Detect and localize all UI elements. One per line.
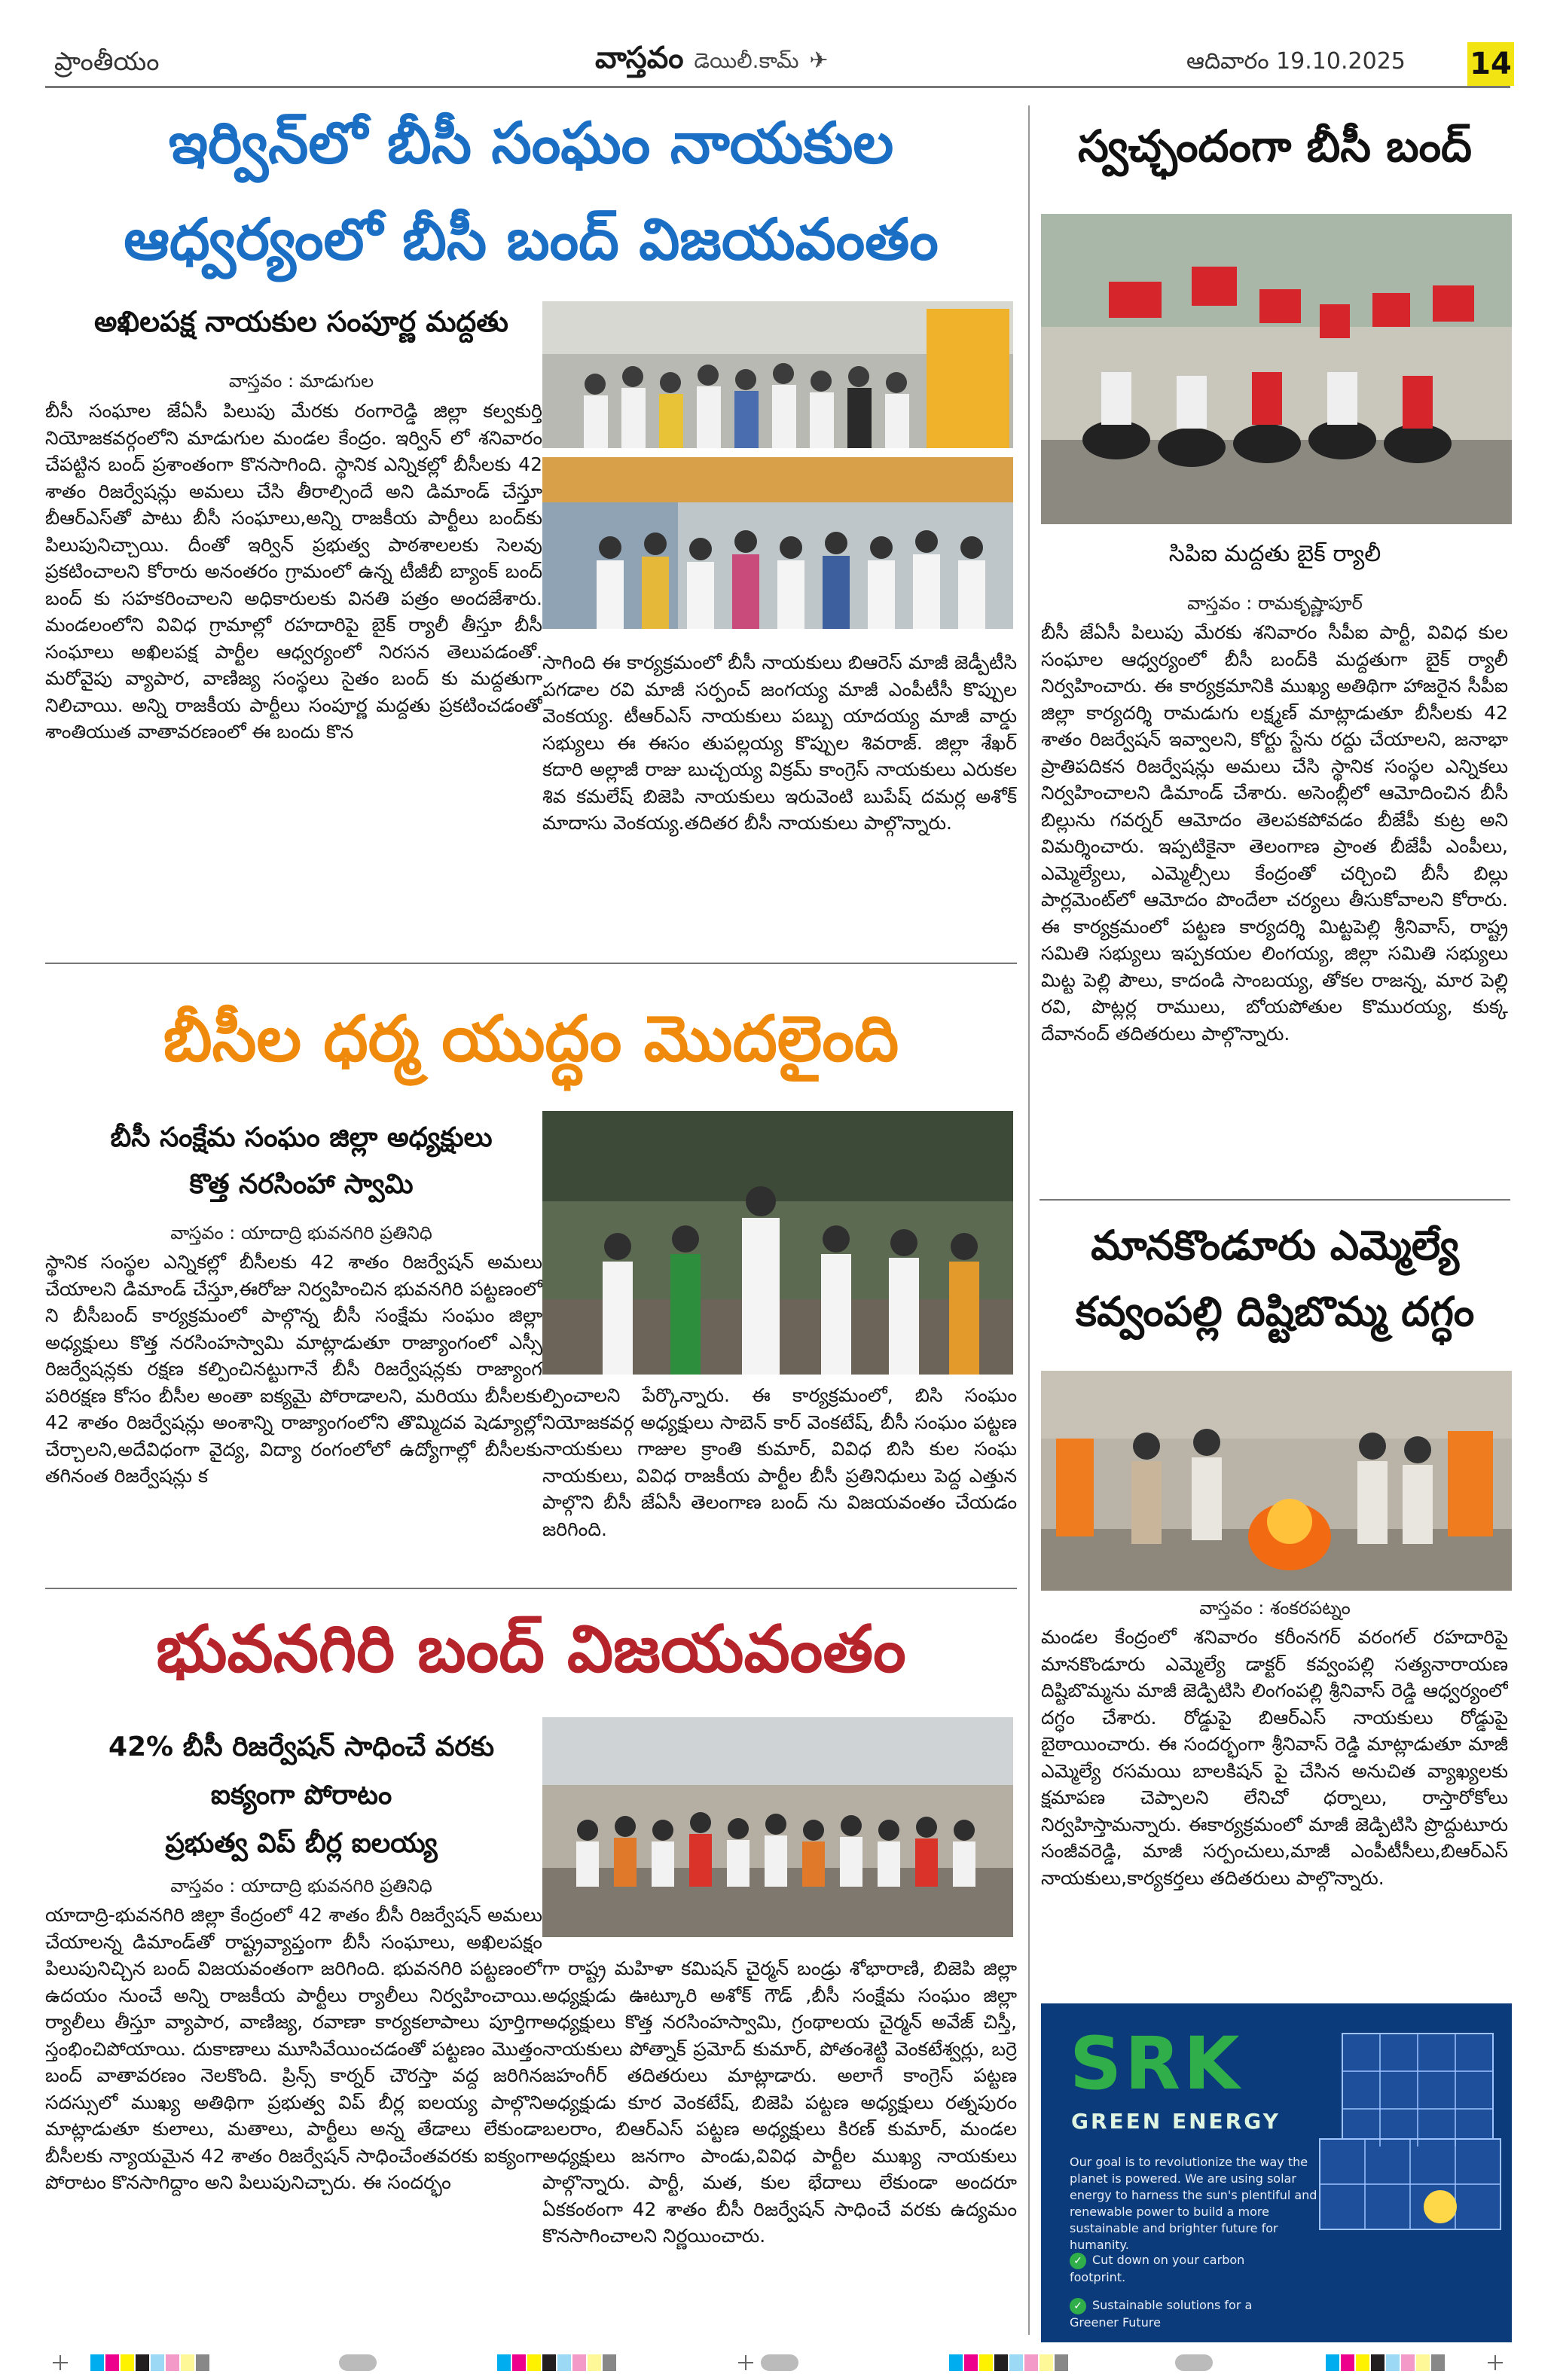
story1-subhead: అఖిలపక్ష నాయకుల సంపూర్ణ మద్దతు xyxy=(94,305,508,338)
story3-bottom-rule xyxy=(45,1588,1017,1589)
ad-point1: ✓ Cut down on your carbon footprint. xyxy=(1070,2253,1245,2284)
story3-subhead-line1: బీసీ సంక్షేమ సంఘం జిల్లా అధ్యక్షులు xyxy=(110,1122,493,1153)
header-rule xyxy=(45,86,1510,88)
story2-bottom-rule xyxy=(1040,1199,1510,1201)
story2-body: బీసీ జేఏసీ పిలుపు మేరకు శనివారం సీపీఐ పార్టీ, వివిధ కుల సంఘాల ఆధ్వర్యంలో బీసీ బంద్‌కి మద్దతుగా బైక్ ర్యాలీ నిర్వహించారు. ఈ కార్యక్రమానికి ముఖ్య అతిథిగా హాజరైన సీపీఐ జిల్లా కార్యదర్శి రామడుగు లక్ష్మణ్ మాట్లాడుతూ బీసీలకు 42 శాతం రిజర్వేషన్ ఇవ్వాలని, కోర్టు స్టేను రద్దు చేయాలని, జనాభా ప్రాతిపదికన రిజర్వేషన్లు అమలు చేసి స్థానిక సంస్థల ఎన్నికలు నిర్వహించాలని డిమాండ్ చేశారు. అసెంబ్లీలో ఆమోదించిన బీసీ బిల్లును గవర్నర్ ఆమోదం తెలపకపోవడం బీజేపీ కుట్ర అని విమర్శించారు. ఇప్పటికైనా తెలంగాణ ప్రాంత బీజేపీ ఎంపీలు, ఎమ్మెల్యేలు, ఎమ్మెల్సీలు కేంద్రంతో చర్చించి బీసీ బిల్లు పార్లమెంట్‌లో ఆమోదం పొందేలా చర్యలు తీసుకోవాలని కోరారు. ఈ కార్యక్రమంలో పట్టణ కార్యదర్శి మిట్టపెల్లి శ్రీనివాస్, రాష్ట్ర సమితి సభ్యులు ఇప్పకయల లింగయ్య, జిల్లా సమితి సభ్యులు మిట్ట పెల్లి పౌలు, కాదండి సాంబయ్య, తోకల రాజన్న, మార పెల్లి రవి, పొట్లర్ల రాములు, బోయపోతుల కొమురయ్య, కుక్క దేవానంద్ తదితరులు పాల్గొన్నారు. xyxy=(1041,621,1508,1045)
story1-headline xyxy=(45,105,1017,277)
story3-col1: స్థానిక సంస్థల ఎన్నికల్లో బీసీలకు 42 శాతం రిజర్వేషన్ అమలు చేయాలని డిమాండ్ చేస్తూ,ఈరోజు నిర్వహించిన భువనగిరి పట్టణంలో ని బీసీబంద్ కార్యక్రమంలో పాల్గొన్న బీసీ సంక్షేమ సంఘం జిల్లా అధ్యక్షులు కొత్త నరసింహస్వామి మాట్లాడుతూ రాజ్యాంగంలో ఎస్సీ రిజర్వేషన్లకు రక్షణ కల్పించినట్టుగానే బీసీ రిజర్వేషన్లకు రాజ్యాంగ పరిరక్షణ కోసం బీసీల అంతా ఐక్యమై పోరాడాలని, మరియు బీసీలకు 42 శాతం రిజర్వేషన్లు అంశాన్ని రాజ్యాంగంలోని తొమ్మిదవ షెడ్యూల్లో చేర్చాలని,అదేవిధంగా వైద్య, విద్యా రంగంలోలో ఉద్యోగాల్లో బీసీలకు తగినంత రిజర్వేషన్లు క xyxy=(45,1251,542,1487)
story4-headline xyxy=(1040,1213,1510,1345)
story3-subhead xyxy=(45,1115,557,1208)
story5-dateline: వాస్తవం : యాదాద్రి భువనగిరి ప్రతినిధి xyxy=(170,1875,432,1896)
story1-photo-bottom xyxy=(542,457,1013,629)
story5-headline: భువనగిరి బంద్ విజయవంతం xyxy=(156,1612,906,1687)
story3-dateline: వాస్తవం : యాదాద్రి భువనగిరి ప్రతినిధి xyxy=(170,1222,432,1243)
story4-headline-line1: మానకొండూరు ఎమ్మెల్యే xyxy=(1091,1222,1459,1269)
story1-col1: బీసీ సంఘాల జేఏసీ పిలుపు మేరకు రంగారెడ్డి జిల్లా కల్వకుర్తి నియోజకవర్గంలోని మాడుగుల మండల కేంద్రం. ఇర్విన్ లో శనివారం చేపట్టిన బంద్ ప్రశాంతంగా కొనసాగింది. స్థానిక ఎన్నికల్లో బీసీలకు 42 శాతం రిజర్వేషన్లు అమలు చేసి తీరాల్సిందే అని డిమాండ్ చేస్తూ బీఆర్ఎస్‌తో పాటు బీసీ సంఘాలు,అన్ని రాజకీయ పార్టీలు బంద్‌కు పిలుపునిచ్చాయి. దీంతో ఇర్విన్ ప్రభుత్వ పాఠశాలలకు సెలవు ప్రకటించాలని కోరారు అనంతరం గ్రామంలో ఉన్న టీజీబీ బ్యాంక్ బంద్ బంద్ కు సహకరించాలని అధికారులకు వినతి పత్రం అందజేశారు. మండలంలోని వివిధ గ్రామాల్లో రహదారిపై బైక్ ర్యాలీ తీస్తూ బీసీ సంఘాలు అఖిలపక్ష పార్టీల ఆధ్వర్యంలో నిరసన తెలుపడంతో. మరోవైపు వ్యాపార, వాణిజ్య సంస్థలు సైతం బంద్ కు మద్దతుగా నిలిచాయి. అన్ని రాజకీయ పార్టీలు సంపూర్ణ మద్దతు ప్రకటించడంతో శాంతియుత వాతావరణంలో ఈ బందు కొన xyxy=(45,400,542,743)
story2-photo xyxy=(1041,214,1512,524)
story5-photo xyxy=(542,1717,1013,1937)
story2-dateline: వాస్తవం : రామకృష్ణాపూర్ xyxy=(1187,593,1363,614)
story1-bottom-rule xyxy=(45,963,1017,964)
story4-headline-line2: కవ్వంపల్లి దిష్టిబొమ్మ దగ్ధం xyxy=(1075,1288,1475,1335)
solar-panel-icon xyxy=(1312,2018,1508,2244)
story5-col1: యాదాద్రి-భువనగిరి జిల్లా కేంద్రంలో 42 శాతం బీసీ రిజర్వేషన్ అమలు చేయాలన్న డిమాండ్‌తో రాష్ట్రవ్యాప్తంగా బీసీ సంఘాలు, అఖిలపక్షం పిలుపునిచ్చిన బంద్ విజయవంతంగా జరిగింది. భువనగిరి పట్టణంలో ఉదయం నుంచే అన్ని రాజకీయ పార్టీలు ర్యాలీలు నిర్వహించాయి. ర్యాలీలు తీస్తూ వ్యాపార, వాణిజ్య, రవాణా కార్యకలాపాలు పూర్తిగా స్తంభించిపోయాయి. దుకాణాలు మూసివేయించడంతో పట్టణం మొత్తం బంద్ వాతావరణం నెలకొంది. ప్రిన్స్ కార్నర్ చౌరస్తా వద్ద జరిగిన సదస్సులో ముఖ్య అతిథిగా ప్రభుత్వ విప్ బీర్ల ఐలయ్య పాల్గొని మాట్లాడుతూ కులాలు, మతాలు, పార్టీలు అన్న తేడాలు లేకుండా బీసీలకు న్యాయమైన 42 శాతం రిజర్వేషన్ సాధించేంతవరకు ఐక్యంగా పోరాటం కొనసాగిద్దాం అని పిలుపునిచ్చారు. ఈ సందర్భం xyxy=(45,1904,542,2193)
story1-photo-top xyxy=(542,301,1013,448)
story4-body: మండల కేంద్రంలో శనివారం కరీంనగర్ వరంగల్ రహదారిపై మానకొండూరు ఎమ్మెల్యే డాక్టర్ కవ్వంపల్లి సత్యనారాయణ దిష్టిబొమ్మను మాజీ జెడ్పిటిసి లింగంపల్లి శ్రీనివాస్ రెడ్డి ఆధ్వర్యంలో దగ్ధం చేశారు. రోడ్డుపై బిఆర్ఎస్ నాయకులు రోడ్డుపై బైఠాయించారు. ఈ సందర్భంగా శ్రీనివాస్ రెడ్డి మాట్లాడుతూ మాజీ ఎమ్మెల్యే రసమయి బాలకిషన్ పై చేసిన అనుచిత వ్యాఖ్యలకు క్షమాపణ చెప్పాలని లేనిచో ధర్నాలు, రాస్తారోకోలు నిర్వహిస్తామన్నారు. ఈకార్యక్రమంలో మాజీ జెడ్పిటిసి ప్రొద్దుటూరు సంజీవరెడ్డి, మాజీ సర్పంచులు,మాజీ ఎంపీటీసీలు,బిఆర్ఎస్ నాయకులు,కార్యకర్తలు తదితరులు పాల్గొన్నారు. xyxy=(1041,1626,1508,1889)
story1-headline-line1: ఇర్విన్‌లో బీసీ సంఘం నాయకుల xyxy=(168,109,894,176)
bird-icon: ✈ xyxy=(809,47,829,74)
ad-tagline: GREEN ENERGY xyxy=(1071,2109,1281,2134)
ad-point2: ✓ Sustainable solutions for a Greener Future xyxy=(1070,2298,1253,2330)
story1-headline-line2: ఆధ్వర్యంలో బీసీ బంద్ విజయవంతం xyxy=(124,206,939,273)
column-divider xyxy=(1028,105,1030,2335)
story3-headline: బీసీల ధర్మ యుద్ధం మొదలైంది xyxy=(163,1002,899,1076)
page-number: 14 xyxy=(1467,42,1514,86)
story3-photo xyxy=(542,1111,1013,1375)
story5-subhead-line1: 42% బీసీ రిజర్వేషన్ సాధించే వరకు xyxy=(108,1732,495,1762)
story5-subhead-line2: ఐక్యంగా పోరాటం xyxy=(210,1780,392,1811)
masthead xyxy=(595,41,829,83)
ad-logo: SRK xyxy=(1070,2021,1243,2106)
story1-dateline: వాస్తవం : మాడుగుల xyxy=(228,371,374,392)
paper-name: వాస్తవం xyxy=(595,41,684,75)
srk-green-energy-ad[interactable] xyxy=(1041,2003,1512,2342)
story4-photo xyxy=(1041,1371,1512,1591)
story5-subhead-line3: ప్రభుత్వ విప్ బీర్ల ఐలయ్య xyxy=(165,1828,438,1859)
story3-col2: ల్పించాలని పేర్కొన్నారు. ఈ కార్యక్రమంలో, బిసి సంఘం నియోజకవర్గ అధ్యక్షులు సాబెన్ కార్ వెంకటేష్, బీసీ సంఘం పట్టణ నాయకులు గాజుల క్రాంతి కుమార్, వివిధ బిసి కుల సంఘ నాయకులు, వివిధ రాజకీయ పార్టీల బీసీ ప్రతినిధులు పెద్ద ఎత్తున పాల్గొని బీసీ జేఏసీ తెలంగాణ బంద్ ను విజయవంతం చేయడం జరిగింది. xyxy=(542,1384,1017,1540)
story5-subhead xyxy=(45,1723,557,1868)
paper-subname: డెయిలీ.కామ్ xyxy=(694,48,799,73)
story3-subhead-line2: కొత్త నరసింహా స్వామి xyxy=(189,1169,414,1200)
issue-date: ఆదివారం 19.10.2025 xyxy=(1186,48,1406,75)
print-registration-strip xyxy=(0,2351,1557,2374)
story4-dateline: వాస్తవం : శంకరపట్నం xyxy=(1199,1597,1351,1619)
check-icon: ✓ xyxy=(1070,2253,1086,2269)
ad-body: Our goal is to revolutionize the way the planet is powered. We are using solar energy to harness the sun's plentiful and renewable power to build a more sustainable and brighter future for humanity. xyxy=(1070,2155,1317,2252)
section-label: ప్రాంతీయం xyxy=(54,47,160,77)
check-icon: ✓ xyxy=(1070,2298,1086,2314)
story1-col2: సాగింది ఈ కార్యక్రమంలో బీసీ నాయకులు బిఆరెస్ మాజీ జెడ్పీటీసి పగడాల రవి మాజీ సర్పంచ్ జంగయ్య మాజీ ఎంపీటీసీ కొప్పుల వెంకయ్య. టీఆర్ఎస్ నాయకులు పబ్బు యాదయ్య మాజీ వార్డు సభ్యులు ఈ ఈసం తుపల్లయ్య కొప్పుల శివరాజ్. జిల్లా శేఖర్ కదారి అల్లాజీ రాజు బుచ్చయ్య విక్రమ్ కాంగ్రెస్ నాయకులు ఎరుకల శివ కమలేష్ బిజెపి నాయకులు ఇరువెంటి బుపేష్ దమర్ల అశోక్ మాదాసు వెంకయ్య.తదితర బీసీ నాయకులు పాల్గొన్నారు. xyxy=(542,651,1017,834)
story5-col2: గా రాష్ట్ర మహిళా కమిషన్ చైర్మన్ బండ్రు శోభారాణి, బిజెపి జిల్లా అధ్యక్షుడు ఊట్కూరి అశోక్ గౌడ్ ,బీసీ సంక్షేమ సంఘం జిల్లా అధ్యక్షులు కొత్త నరసింహస్వామి, గ్రంథాలయ చైర్మన్ అవేజ్ చిస్తీ, నాయకులు పోత్నాక్ ప్రమోద్ కుమార్, పోతంశెట్టి వెంకటేశ్వర్లు, బర్రె జహంగీర్ తదితరులు మాట్లాడారు. అలాగే కాంగ్రెస్ పట్టణ అధ్యక్షుడు కూర వెంకటేష్, బిజెపి పట్టణ అధ్యక్షులు రత్నపురం బలరాం, బిఆర్ఎస్ పట్టణ అధ్యక్షులు కిరణ్ కుమార్, మండల అధ్యక్షులు జనగాం పాండు,వివిధ పార్టీల ముఖ్య నాయకులు పాల్గొన్నారు. పార్టీ, మత, కుల భేదాలు లేకుండా అందరూ ఏకకంఠంగా 42 శాతం బీసీ రిజర్వేషన్ సాధించే వరకు ఉద్యమం కొనసాగించాలని నిర్ణయించారు. xyxy=(542,1957,1017,2247)
story2-headline: స్వచ్ఛందంగా బీసీ బంద్ xyxy=(1077,121,1472,172)
story2-caption: సిపిఐ మద్దతు బైక్ ర్యాలీ xyxy=(1168,541,1381,567)
